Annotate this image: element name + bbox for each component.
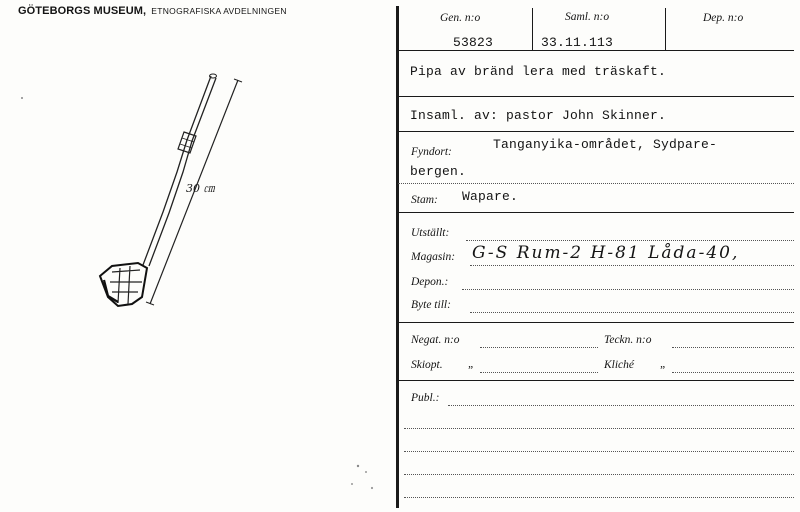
object-title: Pipa av bränd lera med träskaft.: [410, 64, 667, 79]
utstallt-label: Utställt:: [411, 227, 450, 239]
museum-name: GÖTEBORGS MUSEUM,: [18, 5, 147, 17]
number-divider-1: [532, 8, 533, 50]
skiopt-label: Skiopt.: [411, 359, 443, 371]
saml-label: Saml. n:o: [565, 11, 610, 23]
pipe-sketch: [0, 0, 395, 512]
stam-label: Stam:: [411, 194, 438, 206]
skiopt-value: „: [468, 358, 475, 370]
negat-dots: [480, 347, 598, 348]
skiopt-rule: [398, 380, 794, 381]
publ-dots-3: [404, 451, 794, 452]
fyndort-value-line2: bergen.: [410, 164, 467, 179]
teckn-dots: [672, 347, 794, 348]
kliche-value: „: [660, 358, 667, 370]
utstallt-dots: [466, 240, 794, 241]
number-divider-2: [665, 8, 666, 50]
publ-dots-4: [404, 474, 794, 475]
depon-dots: [462, 289, 794, 290]
dep-label: Dep. n:o: [703, 12, 744, 24]
department-name: ETNOGRAFISKA AVDELNINGEN: [151, 6, 287, 16]
publ-dots-5: [404, 497, 794, 498]
publ-dots-2: [404, 428, 794, 429]
fyndort-rule: [398, 183, 794, 184]
publ-label: Publ.:: [411, 392, 440, 404]
kliche-label: Kliché: [604, 359, 635, 371]
magasin-dots: [470, 265, 794, 266]
fyndort-label: Fyndort:: [411, 146, 452, 158]
teckn-label: Teckn. n:o: [604, 334, 652, 346]
magasin-label: Magasin:: [411, 251, 456, 263]
byte-dots: [470, 312, 794, 313]
collector-rule: [398, 131, 794, 132]
stam-value: Wapare.: [462, 189, 519, 204]
skiopt-dots: [480, 372, 598, 373]
form-left-border: [396, 6, 399, 508]
saml-number: 33.11.113: [541, 35, 614, 50]
magasin-value: G-S Rum-2 H-81 Låda-40,: [472, 243, 740, 263]
byte-rule: [398, 322, 794, 323]
fyndort-value-line1: Tanganyika-området, Sydpare-: [493, 137, 718, 152]
stam-rule: [398, 212, 794, 213]
kliche-dots: [672, 372, 794, 373]
publ-dots-1: [448, 405, 794, 406]
gen-label: Gen. n:o: [440, 12, 481, 24]
gen-number: 53823: [453, 35, 494, 50]
collector: Insaml. av: pastor John Skinner.: [410, 108, 667, 123]
depon-label: Depon.:: [411, 276, 449, 288]
length-annotation: 30 ㎝: [186, 182, 215, 195]
header-bottom-rule: [398, 50, 794, 51]
byte-label: Byte till:: [411, 299, 451, 311]
negat-label: Negat. n:o: [411, 334, 460, 346]
title-rule: [398, 96, 794, 97]
